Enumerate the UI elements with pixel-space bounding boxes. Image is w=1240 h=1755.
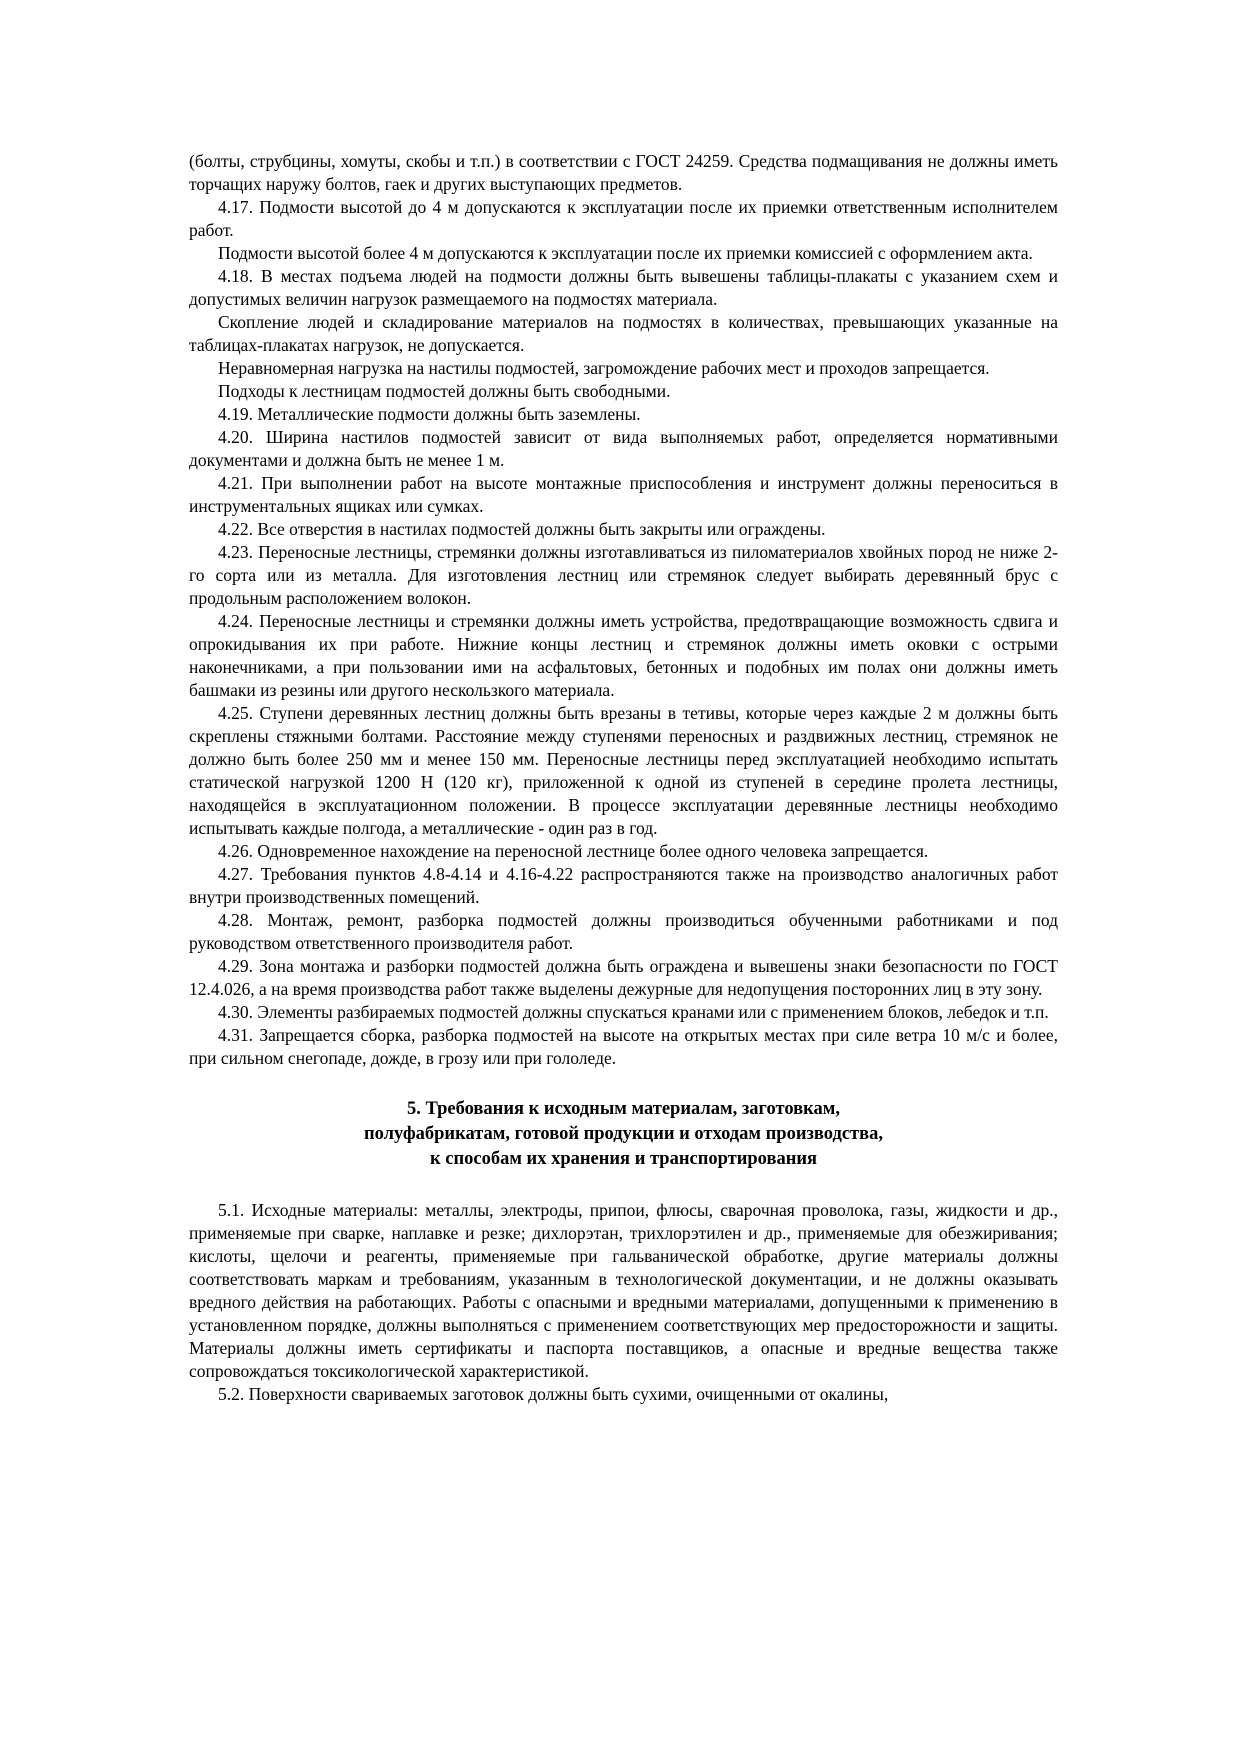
paragraph-4-27: 4.27. Требования пунктов 4.8-4.14 и 4.16-4.22 распространяются также на производство аналогичных работ внутри производственных помещений. — [189, 864, 1058, 907]
paragraph-4-30: 4.30. Элементы разбираемых подмостей должны спускаться кранами или с применением блоков, лебедок и т.п. — [218, 1002, 1049, 1022]
document-page — [189, 150, 1058, 1406]
paragraph-5-2: 5.2. Поверхности свариваемых заготовок должны быть сухими, очищенными от окалины, — [218, 1384, 889, 1404]
paragraph-4-18-crowding: Скопление людей и складирование материалов на подмостях в количествах, превышающих указанные на таблицах-плакатах нагрузок, не допускается. — [189, 312, 1058, 355]
paragraph-continuation: (болты, струбцины, хомуты, скобы и т.п.) в соответствии с ГОСТ 24259. Средства подмащивания не должны иметь торчащих наружу болтов, гаек и других выступающих предметов. — [189, 151, 1058, 194]
paragraph-4-26: 4.26. Одновременное нахождение на переносной лестнице более одного человека запрещается. — [218, 841, 929, 861]
section-heading-line: полуфабрикатам, готовой продукции и отходам производства, — [363, 1124, 884, 1144]
paragraph-4-20: 4.20. Ширина настилов подмостей зависит от вида выполняемых работ, определяется нормативными документами и должна быть не менее 1 м. — [189, 427, 1058, 470]
paragraph-4-22: 4.22. Все отверстия в настилах подмостей должны быть закрыты или ограждены. — [218, 519, 826, 539]
paragraph-4-24: 4.24. Переносные лестницы и стремянки должны иметь устройства, предотвращающие возможность сдвига и опрокидывания их при работе. Нижние концы лестниц и стремянок должны иметь оковки с острыми наконечниками, а при пользовании ими на асфальтовых, бетонных и подобных им полах они должны иметь башмаки из резины или другого нескользкого материала. — [189, 611, 1058, 700]
paragraph-4-18: 4.18. В местах подъема людей на подмости должны быть вывешены таблицы-плакаты с указанием схем и допустимых величин нагрузок размещаемого на подмостях материала. — [189, 266, 1058, 309]
paragraph-4-21: 4.21. При выполнении работ на высоте монтажные приспособления и инструмент должны переноситься в инструментальных ящиках или сумках. — [189, 473, 1058, 516]
paragraph-4-17-commission: Подмости высотой более 4 м допускаются к эксплуатации после их приемки комиссией с оформлением акта. — [218, 243, 1033, 263]
paragraph-4-23: 4.23. Переносные лестницы, стремянки должны изготавливаться из пиломатериалов хвойных пород не ниже 2-го сорта или из металла. Для изготовления лестниц или стремянок следует выбирать деревянный брус с продольным расположением волокон. — [189, 542, 1058, 608]
section-5-heading — [189, 1097, 1058, 1172]
section-heading-line: 5. Требования к исходным материалам, заготовкам, — [407, 1099, 840, 1119]
paragraph-4-18-uneven-load: Неравномерная нагрузка на настилы подмостей, загромождение рабочих мест и проходов запрещается. — [218, 358, 990, 378]
paragraph-4-18-approaches: Подходы к лестницам подмостей должны быть свободными. — [218, 381, 671, 401]
paragraph-5-1: 5.1. Исходные материалы: металлы, электроды, припои, флюсы, сварочная проволока, газы, жидкости и др., применяемые при сварке, наплавке и резке; дихлорэтан, трихлорэтилен и др., применяемые для обезжиривания; кислоты, щелочи и реагенты, применяемые при гальванической обработке, другие материалы должны соответствовать маркам и требованиям, указанным в технологической документации, и не должны оказывать вредного действия на работающих. Работы с опасными и вредными материалами, допущенными к применению в установленном порядке, должны выполняться с применением соответствующих мер предосторожности и защиты. Материалы должны иметь сертификаты и паспорта поставщиков, а опасные и вредные вещества также сопровождаться токсикологической характеристикой. — [189, 1200, 1058, 1381]
paragraph-4-31: 4.31. Запрещается сборка, разборка подмостей на высоте на открытых местах при силе ветра 10 м/с и более, при сильном снегопаде, дожде, в грозу или при гололеде. — [189, 1025, 1058, 1068]
section-heading-line: к способам их хранения и транспортирования — [429, 1149, 818, 1169]
paragraph-4-17: 4.17. Подмости высотой до 4 м допускаются к эксплуатации после их приемки ответственным исполнителем работ. — [189, 197, 1058, 240]
paragraph-4-19: 4.19. Металлические подмости должны быть заземлены. — [218, 404, 641, 424]
paragraph-4-28: 4.28. Монтаж, ремонт, разборка подмостей должны производиться обученными работниками и под руководством ответственного производителя работ. — [189, 910, 1058, 953]
paragraph-4-29: 4.29. Зона монтажа и разборки подмостей должна быть ограждена и вывешены знаки безопасности по ГОСТ 12.4.026, а на время производства работ также выделены дежурные для недопущения посторонних лиц в эту зону. — [189, 956, 1058, 999]
paragraph-4-25: 4.25. Ступени деревянных лестниц должны быть врезаны в тетивы, которые через каждые 2 м должны быть скреплены стяжными болтами. Расстояние между ступенями переносных и раздвижных лестниц, стремянок не должно быть более 250 мм и менее 150 мм. Переносные лестницы перед эксплуатацией необходимо испытать статической нагрузкой 1200 Н (120 кг), приложенной к одной из ступеней в середине пролета лестницы, находящейся в эксплуатационном положении. В процессе эксплуатации деревянные лестницы необходимо испытывать каждые полгода, а металлические - один раз в год. — [189, 703, 1058, 838]
